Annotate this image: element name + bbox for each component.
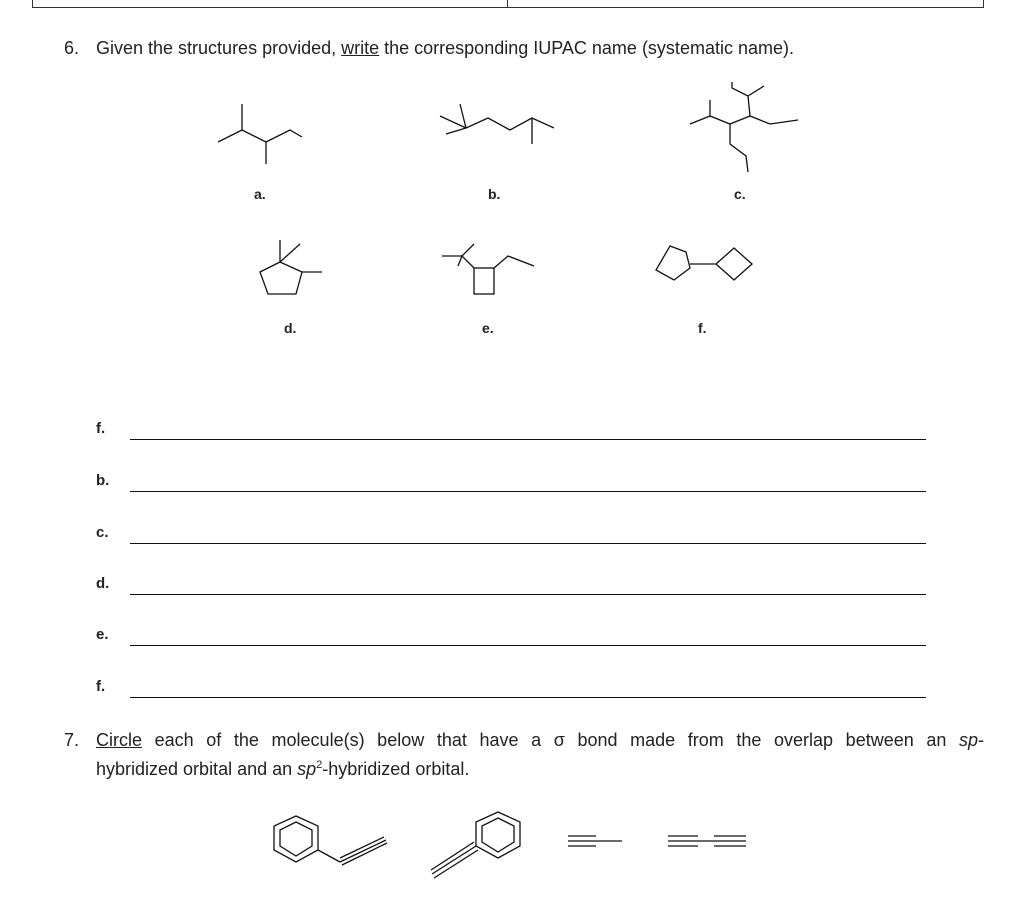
answer-label: e. [96,626,109,643]
structure-f [650,240,760,290]
structure-b-label: b. [488,186,501,202]
question-6-number: 6. [64,38,80,58]
answer-row-1 [96,420,926,442]
molecule-3[interactable] [566,830,626,852]
structure-e [440,230,540,300]
structure-a-label: a. [254,186,266,202]
top-table-border [32,0,984,8]
answer-line[interactable] [130,543,926,544]
structure-d [254,232,334,302]
structure-f-label: f. [698,320,707,336]
answer-label: b. [96,472,110,489]
answer-line[interactable] [130,645,926,646]
molecule-4[interactable] [666,830,748,852]
answer-row-5 [96,626,926,648]
answer-line[interactable] [130,439,926,440]
structure-a [214,100,304,170]
answer-label: c. [96,524,109,541]
question-7-line-2: hybridized orbital and an $sp^2$-hybridized orbital. [96,759,470,779]
molecule-2[interactable] [428,806,528,882]
answer-row-3 [96,524,926,546]
answer-label: f. [96,420,106,437]
question-6-text: Given the structures provided, write the corresponding IUPAC name (systematic name). [96,38,794,58]
answer-row-2 [96,472,926,494]
structure-b [438,100,558,170]
structure-c [686,80,806,180]
answer-row-4 [96,575,926,597]
answer-label: d. [96,575,110,592]
structure-c-label: c. [734,186,746,202]
answer-label: f. [96,678,106,695]
answer-line[interactable] [130,697,926,698]
answer-row-6 [96,678,926,700]
structure-d-label: d. [284,320,297,336]
answer-line[interactable] [130,491,926,492]
molecule-1[interactable] [266,810,396,880]
structure-e-label: e. [482,320,494,336]
question-7-line-1: Circle each of the molecule(s) below that have a σ bond made from the overlap between an sp- [96,730,984,750]
question-7-number: 7. [64,730,80,750]
answer-line[interactable] [130,594,926,595]
